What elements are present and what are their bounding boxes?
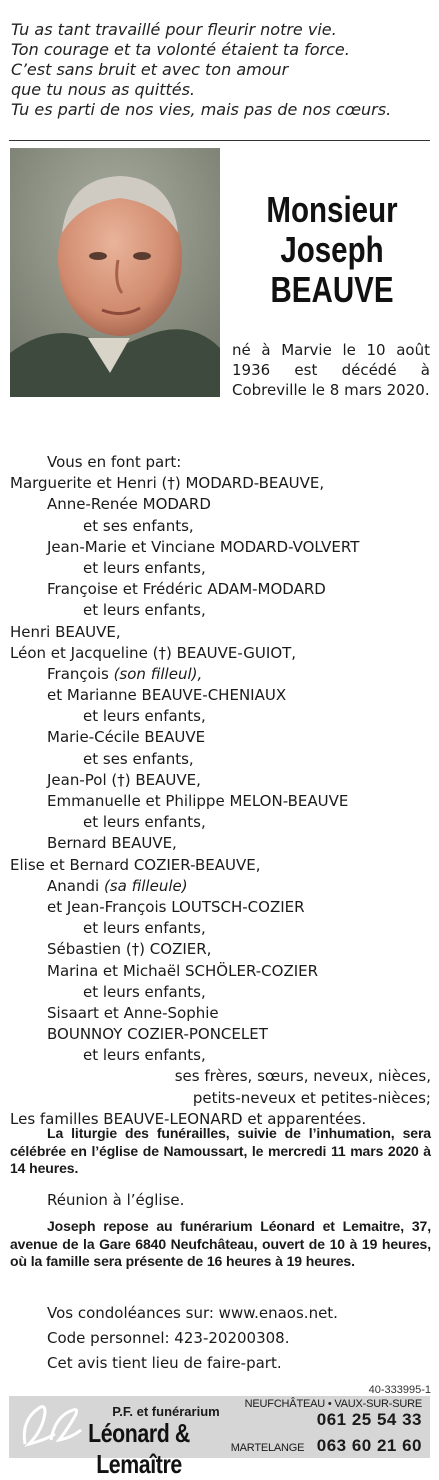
family-member-text: et Marianne BEAUVE-CHENIAUX [47, 686, 287, 705]
spacer [9, 440, 430, 441]
deceased-title: Monsieur [266, 189, 398, 230]
poem-line: C’est sans bruit et avec ton amour [11, 60, 289, 79]
family-member-line [10, 558, 431, 579]
family-member-line [10, 494, 431, 515]
family-member-text: Jean-Pol (†) BEAUVE, [47, 770, 201, 789]
family-member-line [10, 664, 431, 685]
family-member-line [10, 622, 431, 643]
meeting-text: Réunion à l’église. [47, 1191, 185, 1209]
family-member-line [10, 961, 431, 982]
family-member-text: Les familles BEAUVE-LEONARD et apparentées. [10, 1109, 367, 1128]
phone-number-2: 063 60 21 60 [316, 1436, 422, 1455]
family-member-text: et leurs enfants, [83, 1046, 206, 1065]
family-member-line [10, 600, 431, 621]
family-member-line [10, 537, 431, 558]
announce-intro: Vous en font part: [47, 453, 182, 471]
funeral-text: La liturgie des funérailles, suivie de l’inhumation, sera célébrée en l’église de Namoussart, le mercredi 11 mars 2020 à 14 heures. [10, 1125, 431, 1176]
family-member-text: Marie-Cécile BEAUVE [47, 728, 206, 747]
family-member-text: Françoise et Frédéric ADAM-MODARD [47, 580, 326, 599]
family-member-text: et leurs enfants, [83, 813, 206, 832]
family-member-line [10, 1003, 431, 1024]
family-member-line [10, 982, 431, 1003]
family-member-text: Sisaart et Anne-Sophie [47, 1003, 219, 1022]
family-member-text: Marina et Michaël SCHÖLER-COZIER [47, 961, 319, 980]
family-member-line [10, 685, 431, 706]
poem [11, 20, 431, 120]
family-member-line [10, 855, 431, 876]
family-member-text: et leurs enfants, [83, 601, 206, 620]
family-member-text: Jean-Marie et Vinciane MODARD-VOLVERT [47, 537, 360, 556]
funeral-block [10, 1125, 431, 1178]
family-member-text: et ses enfants, [83, 516, 194, 535]
family-list [10, 452, 431, 1130]
visitation-block [10, 1218, 431, 1271]
funeral-home-brand: Léonard & Lemaître [88, 1418, 190, 1479]
family-member-text: et leurs enfants, [83, 707, 206, 726]
family-member-line [10, 1066, 431, 1087]
deceased-name [250, 190, 414, 310]
family-member-line [10, 791, 431, 812]
closing-block [10, 1303, 431, 1374]
condolences-text: Vos condoléances sur: www.enaos.net. [47, 1304, 338, 1322]
family-member-line [10, 876, 431, 897]
code-text: Code personnel: 423-20200308. [47, 1329, 290, 1347]
funeral-home-label: P.F. et funérarium [112, 1404, 220, 1419]
family-member-text: et Jean-François LOUTSCH-COZIER [47, 897, 305, 916]
deceased-first-name: Joseph [280, 229, 384, 270]
reference-number: 40-333995-1 [368, 1384, 431, 1396]
poem-line: Ton courage et ta volonté étaient ta force. [11, 40, 350, 59]
family-member-text: petits-neveux et petites-nièces; [192, 1088, 431, 1107]
family-member-text: et leurs enfants, [83, 919, 206, 938]
phone-city-1: NEUFCHÂTEAU • VAUX-SUR-SURE [244, 1398, 422, 1410]
phone-number-1: 061 25 54 33 [316, 1410, 422, 1429]
family-member-line [10, 706, 431, 727]
family-member-line [10, 918, 431, 939]
portrait-photo [10, 148, 220, 397]
family-member-text: Marguerite et Henri (†) MODARD-BEAUVE, [10, 474, 325, 493]
notice-text: Cet avis tient lieu de faire-part. [47, 1354, 282, 1372]
family-member-text: et leurs enfants, [83, 982, 206, 1001]
contact-phones [230, 1398, 422, 1455]
family-member-text: Léon et Jacqueline (†) BEAUVE-GUIOT, [10, 643, 297, 662]
family-member-text: et ses enfants, [83, 749, 194, 768]
meeting-block [10, 1190, 431, 1211]
family-member-line [10, 770, 431, 791]
poem-line: que tu nous as quittés. [11, 80, 195, 99]
visitation-text: Joseph repose au funérarium Léonard et Lemaitre, 37, avenue de la Gare 6840 Neufchâteau, ouvert de 10 à 19 heures, où la famille sera présente de 16 heures à 19 heures. [10, 1218, 431, 1269]
family-member-line [10, 516, 431, 537]
family-member-text: BOUNNOY COZIER-PONCELET [47, 1025, 268, 1044]
poem-line: Tu es parti de nos vies, mais pas de nos cœurs. [11, 100, 392, 119]
family-member-line [10, 939, 431, 960]
family-member-note: (sa filleule) [103, 876, 188, 895]
family-member-line [10, 749, 431, 770]
family-member-line [10, 473, 431, 494]
deceased-last-name: BEAUVE [270, 269, 394, 310]
family-member-text: Anne-Renée MODARD [47, 495, 211, 514]
family-member-line [10, 1024, 431, 1045]
family-member-line [10, 833, 431, 854]
phone-city-2: MARTELANGE [230, 1442, 305, 1454]
family-member-line [10, 897, 431, 918]
family-member-text: Henri BEAUVE, [10, 622, 121, 641]
divider-top [9, 140, 430, 141]
family-member-text: ses frères, sœurs, neveux, nièces, [174, 1067, 431, 1086]
family-member-text: Bernard BEAUVE, [47, 834, 177, 853]
poem-line: Tu as tant travaillé pour fleurir notre vie. [11, 20, 337, 39]
family-member-line [10, 643, 431, 664]
family-member-line [10, 579, 431, 600]
family-member-text: Sébastien (†) COZIER, [47, 940, 212, 959]
family-member-note: (son filleul), [113, 664, 203, 683]
family-member-line [10, 1088, 431, 1109]
birth-death-text: né à Marvie le 10 août 1936 est décédé à Cobreville le 8 mars 2020. [232, 341, 430, 399]
family-member-line [10, 1045, 431, 1066]
family-member-line [10, 812, 431, 833]
family-member-text: Emmanuelle et Philippe MELON-BEAUVE [47, 792, 349, 810]
family-member-text: Anandi [47, 876, 104, 895]
family-member-line [10, 727, 431, 748]
family-member-text: et leurs enfants, [83, 558, 206, 577]
funeral-home-banner [9, 1396, 430, 1479]
family-member-text: François [47, 664, 114, 683]
family-member-text: Elise et Bernard COZIER-BEAUVE, [10, 855, 261, 874]
